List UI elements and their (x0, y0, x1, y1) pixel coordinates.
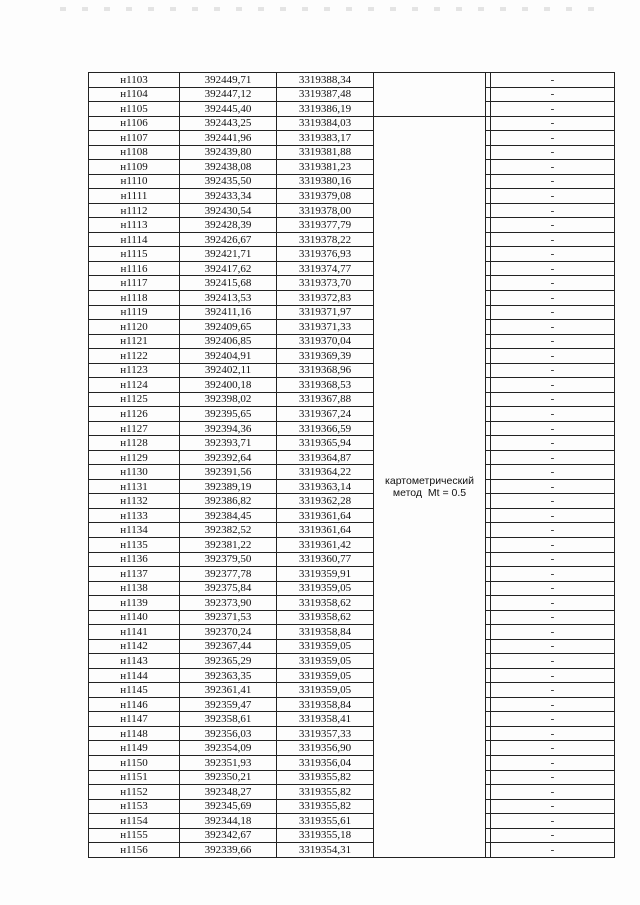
note-cell: - (491, 203, 615, 218)
y-coordinate-cell: 3319386,19 (277, 102, 374, 117)
x-coordinate-cell: 392449,71 (180, 73, 277, 88)
point-name-cell: н1130 (89, 465, 180, 480)
y-coordinate-cell: 3319368,53 (277, 378, 374, 393)
x-coordinate-cell: 392361,41 (180, 683, 277, 698)
x-coordinate-cell: 392435,50 (180, 174, 277, 189)
table-row (89, 87, 615, 102)
x-coordinate-cell: 392413,53 (180, 290, 277, 305)
x-coordinate-cell: 392402,11 (180, 363, 277, 378)
y-coordinate-cell: 3319374,77 (277, 261, 374, 276)
x-coordinate-cell: 392433,34 (180, 189, 277, 204)
y-coordinate-cell: 3319359,05 (277, 668, 374, 683)
y-coordinate-cell: 3319381,88 (277, 145, 374, 160)
x-coordinate-cell: 392428,39 (180, 218, 277, 233)
point-name-cell: н1119 (89, 305, 180, 320)
table-row (89, 741, 615, 756)
table-row (89, 436, 615, 451)
table-row (89, 421, 615, 436)
scan-header-artifact (60, 7, 600, 11)
table-row (89, 494, 615, 509)
note-cell: - (491, 567, 615, 582)
point-name-cell: н1117 (89, 276, 180, 291)
point-name-cell: н1114 (89, 232, 180, 247)
x-coordinate-cell: 392393,71 (180, 436, 277, 451)
point-name-cell: н1125 (89, 392, 180, 407)
y-coordinate-cell: 3319362,28 (277, 494, 374, 509)
point-name-cell: н1121 (89, 334, 180, 349)
y-coordinate-cell: 3319367,24 (277, 407, 374, 422)
note-cell: - (491, 508, 615, 523)
table-row (89, 755, 615, 770)
note-cell: - (491, 145, 615, 160)
note-cell: - (491, 261, 615, 276)
table-row (89, 770, 615, 785)
y-coordinate-cell: 3319384,03 (277, 116, 374, 131)
x-coordinate-cell: 392351,93 (180, 755, 277, 770)
point-name-cell: н1103 (89, 73, 180, 88)
y-coordinate-cell: 3319378,22 (277, 232, 374, 247)
note-cell: - (491, 436, 615, 451)
table-row (89, 843, 615, 858)
note-cell: - (491, 755, 615, 770)
method-cell (374, 116, 486, 857)
y-coordinate-cell: 3319383,17 (277, 131, 374, 146)
point-name-cell: н1139 (89, 596, 180, 611)
x-coordinate-cell: 392350,21 (180, 770, 277, 785)
point-name-cell: н1118 (89, 290, 180, 305)
table-row (89, 799, 615, 814)
coordinates-table (88, 72, 615, 858)
note-cell: - (491, 102, 615, 117)
note-cell: - (491, 334, 615, 349)
table-row (89, 334, 615, 349)
x-coordinate-cell: 392375,84 (180, 581, 277, 596)
note-cell: - (491, 494, 615, 509)
y-coordinate-cell: 3319360,77 (277, 552, 374, 567)
point-name-cell: н1152 (89, 785, 180, 800)
note-cell: - (491, 189, 615, 204)
table-row (89, 392, 615, 407)
table-row (89, 261, 615, 276)
x-coordinate-cell: 392409,65 (180, 320, 277, 335)
point-name-cell: н1128 (89, 436, 180, 451)
x-coordinate-cell: 392445,40 (180, 102, 277, 117)
y-coordinate-cell: 3319365,94 (277, 436, 374, 451)
x-coordinate-cell: 392358,61 (180, 712, 277, 727)
y-coordinate-cell: 3319370,04 (277, 334, 374, 349)
x-coordinate-cell: 392395,65 (180, 407, 277, 422)
x-coordinate-cell: 392370,24 (180, 625, 277, 640)
note-cell: - (491, 116, 615, 131)
table-row (89, 508, 615, 523)
note-cell: - (491, 232, 615, 247)
x-coordinate-cell: 392354,09 (180, 741, 277, 756)
x-coordinate-cell: 392400,18 (180, 378, 277, 393)
point-name-cell: н1120 (89, 320, 180, 335)
point-name-cell: н1136 (89, 552, 180, 567)
point-name-cell: н1131 (89, 479, 180, 494)
point-name-cell: н1122 (89, 349, 180, 364)
x-coordinate-cell: 392398,02 (180, 392, 277, 407)
y-coordinate-cell: 3319361,64 (277, 523, 374, 538)
y-coordinate-cell: 3319357,33 (277, 726, 374, 741)
point-name-cell: н1108 (89, 145, 180, 160)
x-coordinate-cell: 392345,69 (180, 799, 277, 814)
y-coordinate-cell: 3319356,90 (277, 741, 374, 756)
table-row (89, 465, 615, 480)
point-name-cell: н1142 (89, 639, 180, 654)
y-coordinate-cell: 3319355,18 (277, 828, 374, 843)
table-row (89, 305, 615, 320)
y-coordinate-cell: 3319368,96 (277, 363, 374, 378)
y-coordinate-cell: 3319359,05 (277, 654, 374, 669)
y-coordinate-cell: 3319377,79 (277, 218, 374, 233)
point-name-cell: н1156 (89, 843, 180, 858)
x-coordinate-cell: 392439,80 (180, 145, 277, 160)
point-name-cell: н1151 (89, 770, 180, 785)
x-coordinate-cell: 392394,36 (180, 421, 277, 436)
method-line-2: метод Mt = 0.5 (392, 486, 467, 499)
x-coordinate-cell: 392363,35 (180, 668, 277, 683)
point-name-cell: н1149 (89, 741, 180, 756)
point-name-cell: н1113 (89, 218, 180, 233)
point-name-cell: н1107 (89, 131, 180, 146)
note-cell: - (491, 770, 615, 785)
note-cell: - (491, 392, 615, 407)
point-name-cell: н1138 (89, 581, 180, 596)
table-row (89, 581, 615, 596)
x-coordinate-cell: 392379,50 (180, 552, 277, 567)
point-name-cell: н1124 (89, 378, 180, 393)
note-cell: - (491, 218, 615, 233)
note-cell: - (491, 596, 615, 611)
note-cell: - (491, 131, 615, 146)
point-name-cell: н1146 (89, 697, 180, 712)
table-row (89, 828, 615, 843)
method-cell-empty (374, 73, 486, 117)
table-row (89, 131, 615, 146)
point-name-cell: н1148 (89, 726, 180, 741)
table-row (89, 712, 615, 727)
x-coordinate-cell: 392339,66 (180, 843, 277, 858)
x-coordinate-cell: 392365,29 (180, 654, 277, 669)
note-cell: - (491, 683, 615, 698)
point-name-cell: н1116 (89, 261, 180, 276)
table-row (89, 218, 615, 233)
point-name-cell: н1104 (89, 87, 180, 102)
note-cell: - (491, 305, 615, 320)
table-row (89, 145, 615, 160)
y-coordinate-cell: 3319358,84 (277, 697, 374, 712)
table-row (89, 378, 615, 393)
coordinates-table-body (89, 73, 615, 858)
note-cell: - (491, 349, 615, 364)
y-coordinate-cell: 3319359,05 (277, 683, 374, 698)
x-coordinate-cell: 392415,68 (180, 276, 277, 291)
note-cell: - (491, 668, 615, 683)
y-coordinate-cell: 3319379,08 (277, 189, 374, 204)
y-coordinate-cell: 3319359,05 (277, 639, 374, 654)
note-cell: - (491, 174, 615, 189)
point-name-cell: н1134 (89, 523, 180, 538)
y-coordinate-cell: 3319359,05 (277, 581, 374, 596)
note-cell: - (491, 741, 615, 756)
y-coordinate-cell: 3319355,82 (277, 799, 374, 814)
y-coordinate-cell: 3319373,70 (277, 276, 374, 291)
point-name-cell: н1143 (89, 654, 180, 669)
x-coordinate-cell: 392441,96 (180, 131, 277, 146)
y-coordinate-cell: 3319358,62 (277, 596, 374, 611)
note-cell: - (491, 523, 615, 538)
point-name-cell: н1115 (89, 247, 180, 262)
x-coordinate-cell: 392443,25 (180, 116, 277, 131)
point-name-cell: н1133 (89, 508, 180, 523)
x-coordinate-cell: 392377,78 (180, 567, 277, 582)
table-row (89, 697, 615, 712)
x-coordinate-cell: 392386,82 (180, 494, 277, 509)
note-cell: - (491, 160, 615, 175)
table-row (89, 247, 615, 262)
x-coordinate-cell: 392411,16 (180, 305, 277, 320)
table-row (89, 567, 615, 582)
y-coordinate-cell: 3319367,88 (277, 392, 374, 407)
table-row (89, 290, 615, 305)
point-name-cell: н1123 (89, 363, 180, 378)
table-row (89, 320, 615, 335)
note-cell: - (491, 625, 615, 640)
point-name-cell: н1109 (89, 160, 180, 175)
y-coordinate-cell: 3319361,42 (277, 538, 374, 553)
note-cell: - (491, 814, 615, 829)
table-row (89, 232, 615, 247)
table-row (89, 479, 615, 494)
x-coordinate-cell: 392430,54 (180, 203, 277, 218)
x-coordinate-cell: 392371,53 (180, 610, 277, 625)
point-name-cell: н1111 (89, 189, 180, 204)
point-name-cell: н1110 (89, 174, 180, 189)
point-name-cell: н1105 (89, 102, 180, 117)
y-coordinate-cell: 3319355,61 (277, 814, 374, 829)
point-name-cell: н1140 (89, 610, 180, 625)
x-coordinate-cell: 392384,45 (180, 508, 277, 523)
table-row (89, 189, 615, 204)
note-cell: - (491, 538, 615, 553)
note-cell: - (491, 610, 615, 625)
x-coordinate-cell: 392404,91 (180, 349, 277, 364)
point-name-cell: н1141 (89, 625, 180, 640)
note-cell: - (491, 654, 615, 669)
table-row (89, 523, 615, 538)
y-coordinate-cell: 3319388,34 (277, 73, 374, 88)
note-cell: - (491, 726, 615, 741)
y-coordinate-cell: 3319364,22 (277, 465, 374, 480)
table-row (89, 73, 615, 88)
note-cell: - (491, 320, 615, 335)
y-coordinate-cell: 3319358,41 (277, 712, 374, 727)
point-name-cell: н1137 (89, 567, 180, 582)
table-row (89, 116, 615, 131)
y-coordinate-cell: 3319371,97 (277, 305, 374, 320)
table-row (89, 683, 615, 698)
x-coordinate-cell: 392342,67 (180, 828, 277, 843)
note-cell: - (491, 450, 615, 465)
table-row (89, 102, 615, 117)
note-cell: - (491, 479, 615, 494)
note-cell: - (491, 843, 615, 858)
point-name-cell: н1126 (89, 407, 180, 422)
table-row (89, 160, 615, 175)
note-cell: - (491, 639, 615, 654)
point-name-cell: н1106 (89, 116, 180, 131)
x-coordinate-cell: 392389,19 (180, 479, 277, 494)
table-row (89, 726, 615, 741)
point-name-cell: н1129 (89, 450, 180, 465)
point-name-cell: н1144 (89, 668, 180, 683)
table-row (89, 668, 615, 683)
note-cell: - (491, 87, 615, 102)
table-row (89, 276, 615, 291)
x-coordinate-cell: 392417,62 (180, 261, 277, 276)
y-coordinate-cell: 3319387,48 (277, 87, 374, 102)
table-row (89, 538, 615, 553)
y-coordinate-cell: 3319359,91 (277, 567, 374, 582)
y-coordinate-cell: 3319358,84 (277, 625, 374, 640)
x-coordinate-cell: 392438,08 (180, 160, 277, 175)
note-cell: - (491, 697, 615, 712)
point-name-cell: н1153 (89, 799, 180, 814)
x-coordinate-cell: 392392,64 (180, 450, 277, 465)
point-name-cell: н1112 (89, 203, 180, 218)
note-cell: - (491, 421, 615, 436)
note-cell: - (491, 712, 615, 727)
note-cell: - (491, 785, 615, 800)
table-row (89, 654, 615, 669)
table-row (89, 610, 615, 625)
note-cell: - (491, 276, 615, 291)
table-row (89, 552, 615, 567)
point-name-cell: н1135 (89, 538, 180, 553)
table-row (89, 349, 615, 364)
y-coordinate-cell: 3319355,82 (277, 770, 374, 785)
x-coordinate-cell: 392426,67 (180, 232, 277, 247)
note-cell: - (491, 247, 615, 262)
y-coordinate-cell: 3319366,59 (277, 421, 374, 436)
y-coordinate-cell: 3319380,16 (277, 174, 374, 189)
table-row (89, 639, 615, 654)
y-coordinate-cell: 3319372,83 (277, 290, 374, 305)
note-cell: - (491, 73, 615, 88)
method-line-1: картометрический (385, 474, 474, 487)
table-row (89, 596, 615, 611)
x-coordinate-cell: 392421,71 (180, 247, 277, 262)
x-coordinate-cell: 392373,90 (180, 596, 277, 611)
y-coordinate-cell: 3319355,82 (277, 785, 374, 800)
point-name-cell: н1147 (89, 712, 180, 727)
table-row (89, 407, 615, 422)
note-cell: - (491, 552, 615, 567)
point-name-cell: н1132 (89, 494, 180, 509)
x-coordinate-cell: 392356,03 (180, 726, 277, 741)
table-row (89, 625, 615, 640)
point-name-cell: н1145 (89, 683, 180, 698)
y-coordinate-cell: 3319381,23 (277, 160, 374, 175)
x-coordinate-cell: 392381,22 (180, 538, 277, 553)
note-cell: - (491, 828, 615, 843)
table-row (89, 785, 615, 800)
x-coordinate-cell: 392348,27 (180, 785, 277, 800)
point-name-cell: н1127 (89, 421, 180, 436)
y-coordinate-cell: 3319369,39 (277, 349, 374, 364)
y-coordinate-cell: 3319371,33 (277, 320, 374, 335)
table-row (89, 814, 615, 829)
y-coordinate-cell: 3319358,62 (277, 610, 374, 625)
point-name-cell: н1154 (89, 814, 180, 829)
point-name-cell: н1155 (89, 828, 180, 843)
x-coordinate-cell: 392382,52 (180, 523, 277, 538)
note-cell: - (491, 799, 615, 814)
x-coordinate-cell: 392359,47 (180, 697, 277, 712)
y-coordinate-cell: 3319356,04 (277, 755, 374, 770)
point-name-cell: н1150 (89, 755, 180, 770)
table-row (89, 174, 615, 189)
table-row (89, 450, 615, 465)
y-coordinate-cell: 3319361,64 (277, 508, 374, 523)
y-coordinate-cell: 3319376,93 (277, 247, 374, 262)
note-cell: - (491, 465, 615, 480)
y-coordinate-cell: 3319363,14 (277, 479, 374, 494)
table-row (89, 203, 615, 218)
x-coordinate-cell: 392447,12 (180, 87, 277, 102)
note-cell: - (491, 581, 615, 596)
y-coordinate-cell: 3319378,00 (277, 203, 374, 218)
note-cell: - (491, 363, 615, 378)
y-coordinate-cell: 3319364,87 (277, 450, 374, 465)
x-coordinate-cell: 392406,85 (180, 334, 277, 349)
y-coordinate-cell: 3319354,31 (277, 843, 374, 858)
x-coordinate-cell: 392344,18 (180, 814, 277, 829)
x-coordinate-cell: 392391,56 (180, 465, 277, 480)
x-coordinate-cell: 392367,44 (180, 639, 277, 654)
note-cell: - (491, 378, 615, 393)
table-row (89, 363, 615, 378)
note-cell: - (491, 407, 615, 422)
note-cell: - (491, 290, 615, 305)
